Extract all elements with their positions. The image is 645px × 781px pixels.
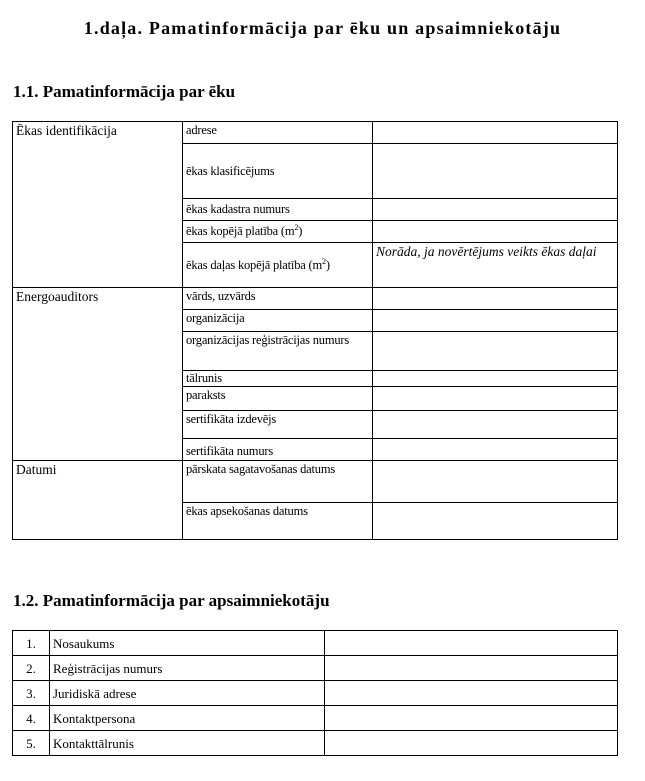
field-label-address: adrese	[183, 122, 373, 144]
group-cell-empty	[13, 371, 183, 387]
value-cell-manager-contact-phone[interactable]	[325, 731, 618, 756]
value-cell-total-area[interactable]	[373, 221, 618, 243]
value-cell-phone[interactable]	[373, 371, 618, 387]
group-cell-empty	[13, 332, 183, 371]
group-label-auditor: Energoauditors	[13, 288, 183, 310]
field-label-survey-date: ēkas apsekošanas datums	[183, 503, 373, 540]
group-label-building-id: Ēkas identifikācija	[13, 122, 183, 144]
field-label-cert-number: sertifikāta numurs	[183, 439, 373, 461]
value-cell-report-date[interactable]	[373, 461, 618, 503]
row-number: 1.	[13, 631, 50, 656]
row-label-contact-phone: Kontakttālrunis	[50, 731, 325, 756]
row-number: 5.	[13, 731, 50, 756]
field-label-report-date: pārskata sagatavošanas datums	[183, 461, 373, 503]
value-cell-manager-reg-number[interactable]	[325, 656, 618, 681]
page-title: 1.daļa. Pamatinformācija par ēku un apsaimniekotāju	[83, 18, 562, 38]
table-row	[13, 656, 618, 681]
row-number: 3.	[13, 681, 50, 706]
field-label-signature: paraksts	[183, 387, 373, 411]
row-label-reg-number: Reģistrācijas numurs	[50, 656, 325, 681]
field-label-org-reg-number: organizācijas reģistrācijas numurs	[183, 332, 373, 371]
group-cell-empty	[13, 199, 183, 221]
group-label-dates: Datumi	[13, 461, 183, 503]
group-cell-empty	[13, 503, 183, 540]
group-cell-empty	[13, 221, 183, 243]
field-label-classification: ēkas klasificējums	[183, 144, 373, 199]
row-number: 4.	[13, 706, 50, 731]
building-info-table	[12, 121, 618, 540]
value-cell-org-reg-number[interactable]	[373, 332, 618, 371]
value-cell-manager-legal-address[interactable]	[325, 681, 618, 706]
table-row	[13, 631, 618, 656]
field-label-name: vārds, uzvārds	[183, 288, 373, 310]
value-cell-name[interactable]	[373, 288, 618, 310]
field-label-total-area	[183, 221, 373, 243]
superscript-two: 2	[322, 256, 326, 266]
field-label-suffix: )	[298, 224, 303, 238]
field-label-phone: tālrunis	[183, 371, 373, 387]
group-cell-empty	[13, 310, 183, 332]
group-cell-empty	[13, 411, 183, 439]
group-cell-empty	[13, 144, 183, 199]
row-label-name: Nosaukums	[50, 631, 325, 656]
section-heading-manager: 1.2. Pamatinformācija par apsaimniekotāju	[13, 591, 330, 610]
field-label-total-area-text: ēkas kopējā platība (m	[186, 224, 295, 238]
row-number: 2.	[13, 656, 50, 681]
group-cell-empty	[13, 243, 183, 288]
row-label-contact-person: Kontaktpersona	[50, 706, 325, 731]
value-cell-cert-number[interactable]	[373, 439, 618, 461]
section-heading-building: 1.1. Pamatinformācija par ēku	[13, 82, 236, 101]
row-label-legal-address: Juridiskā adrese	[50, 681, 325, 706]
value-cell-survey-date[interactable]	[373, 503, 618, 540]
field-label-organization: organizācija	[183, 310, 373, 332]
value-cell-cert-issuer[interactable]	[373, 411, 618, 439]
field-label-cert-issuer: sertifikāta izdevējs	[183, 411, 373, 439]
value-cell-classification[interactable]	[373, 144, 618, 199]
table-row	[13, 731, 618, 756]
superscript-two: 2	[294, 223, 299, 232]
manager-info-table	[12, 630, 618, 756]
value-cell-manager-contact-person[interactable]	[325, 706, 618, 731]
field-label-suffix: )	[325, 257, 330, 272]
field-label-part-area	[183, 243, 373, 288]
value-cell-cadastre[interactable]	[373, 199, 618, 221]
value-cell-signature[interactable]	[373, 387, 618, 411]
value-cell-address[interactable]	[373, 122, 618, 144]
value-cell-organization[interactable]	[373, 310, 618, 332]
table-row	[13, 681, 618, 706]
group-cell-empty	[13, 387, 183, 411]
value-cell-part-area-note[interactable]: Norāda, ja novērtējums veikts ēkas daļai	[373, 243, 618, 288]
field-label-part-area-text: ēkas daļas kopējā platība (m	[186, 257, 323, 272]
field-label-cadastre: ēkas kadastra numurs	[183, 199, 373, 221]
table-row	[13, 706, 618, 731]
value-cell-manager-name[interactable]	[325, 631, 618, 656]
group-cell-empty	[13, 439, 183, 461]
